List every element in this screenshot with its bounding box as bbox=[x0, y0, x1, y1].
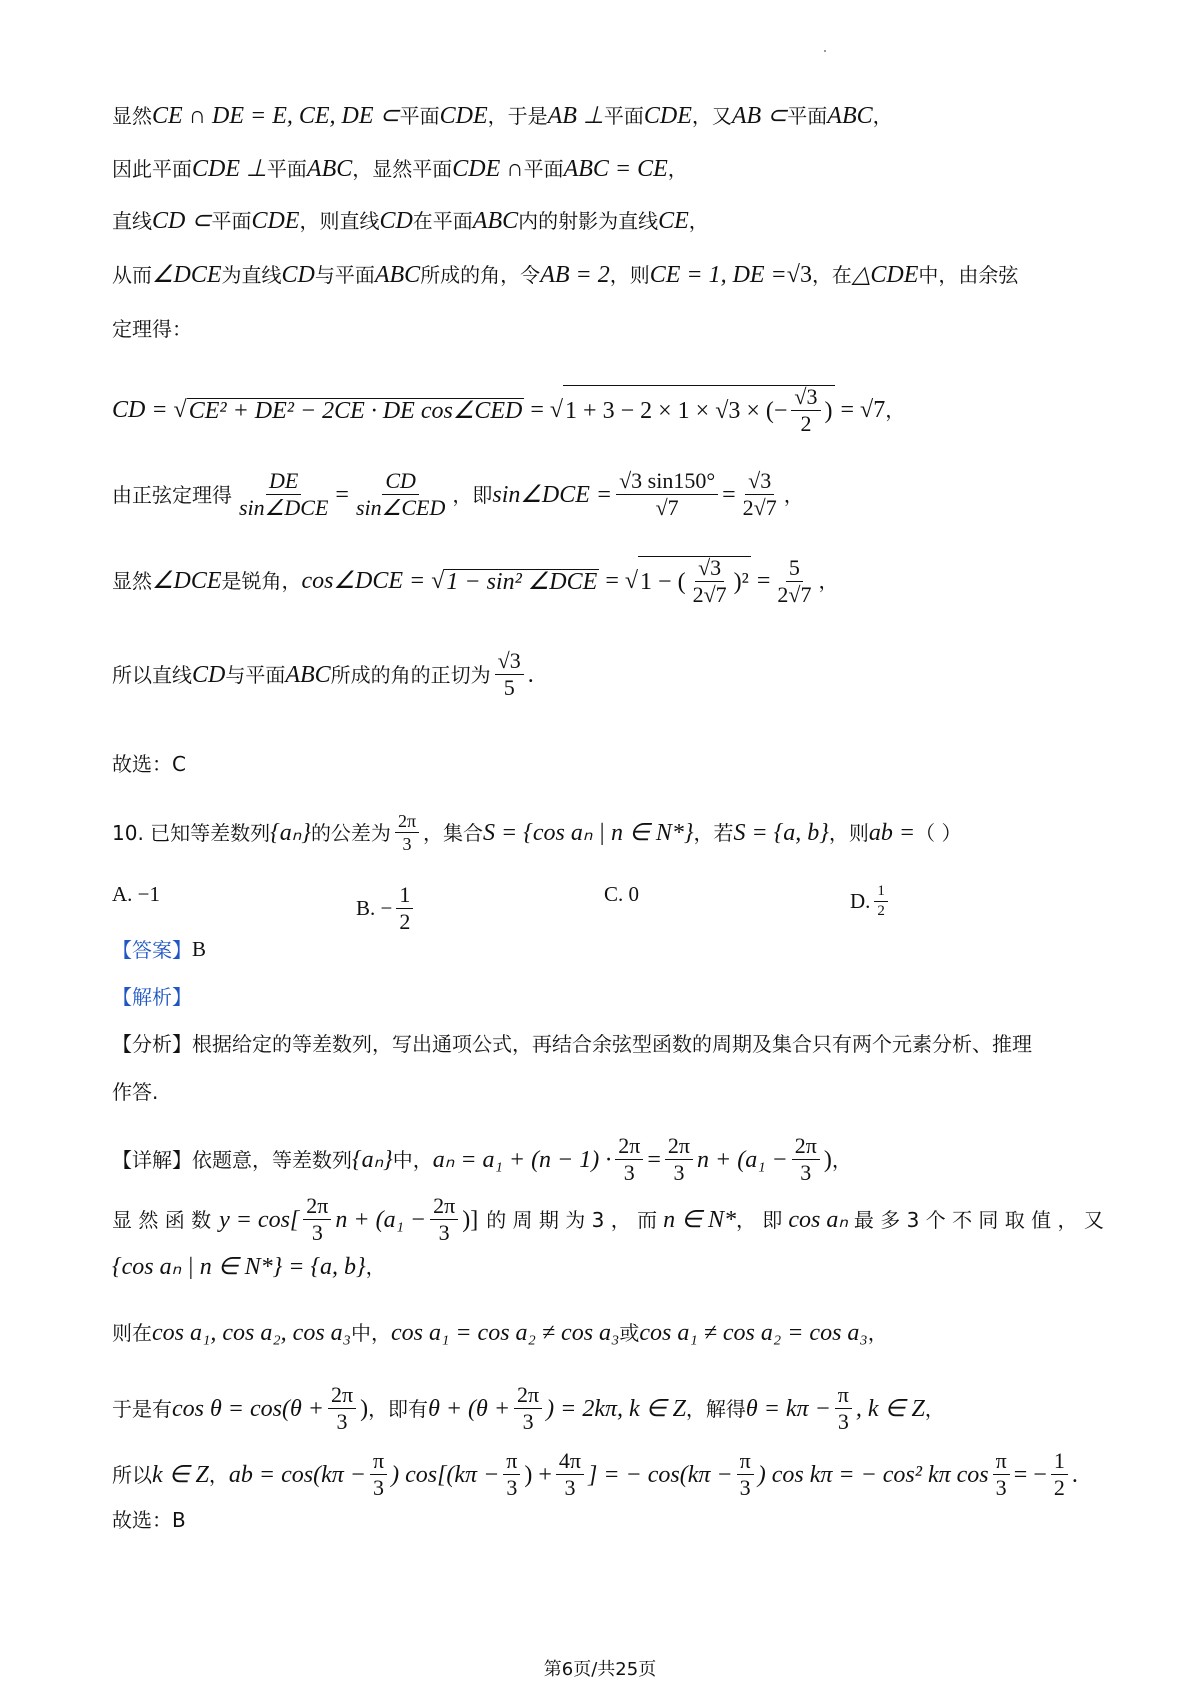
denominator: 3 bbox=[564, 1475, 576, 1500]
math: aₙ = a₁ + (n − 1) · bbox=[432, 1146, 612, 1173]
text: 依题意，等差数列 bbox=[192, 1147, 352, 1172]
fraction bbox=[792, 1135, 820, 1184]
text: ， 即 bbox=[736, 1207, 783, 1232]
math: . bbox=[1071, 1461, 1078, 1488]
text: ， bbox=[867, 1321, 888, 1345]
text: ， bbox=[688, 209, 709, 233]
math: {aₙ} bbox=[352, 1146, 393, 1173]
radicand: 1 − sin² ∠DCE bbox=[446, 568, 598, 595]
text: 所以 bbox=[112, 1462, 152, 1487]
text: 直线 bbox=[112, 209, 152, 233]
numerator: √3 bbox=[745, 470, 774, 495]
numerator: π bbox=[737, 1450, 754, 1475]
text: ，集合 bbox=[423, 820, 484, 845]
numerator: 2π bbox=[328, 1384, 356, 1409]
text-line-3 bbox=[112, 209, 709, 233]
math: △CDE bbox=[851, 262, 919, 288]
math: n ∈ N* bbox=[663, 1206, 736, 1233]
numerator: CD bbox=[382, 470, 419, 495]
math: ABC bbox=[285, 661, 331, 688]
fraction bbox=[835, 1384, 852, 1433]
radicand bbox=[638, 556, 751, 606]
text-line-5 bbox=[112, 319, 192, 339]
text: 平面 bbox=[523, 157, 564, 181]
set-line bbox=[112, 1255, 386, 1279]
math: ABC bbox=[306, 156, 353, 182]
text: ，解得 bbox=[685, 1396, 746, 1421]
math: ∠DCE bbox=[152, 568, 222, 594]
numerator: 1 bbox=[874, 884, 888, 902]
theta-line bbox=[112, 1384, 945, 1433]
fraction bbox=[328, 1384, 356, 1433]
denominator: 3 bbox=[336, 1409, 348, 1434]
text: ，则 bbox=[828, 820, 869, 845]
math: ) = 2kπ, k ∈ Z bbox=[546, 1395, 686, 1422]
denominator: 3 bbox=[623, 1160, 635, 1185]
option-c bbox=[604, 884, 639, 905]
math: = bbox=[722, 481, 736, 508]
math: n + (a₁ − bbox=[697, 1146, 788, 1173]
fraction bbox=[993, 1450, 1010, 1499]
text: 平面 bbox=[603, 104, 644, 128]
math: ABC = CE bbox=[563, 156, 668, 182]
text: 是锐角， bbox=[221, 569, 302, 593]
text: （ ） bbox=[915, 820, 962, 845]
option-b bbox=[356, 884, 417, 933]
period-line bbox=[112, 1195, 1104, 1244]
text-line-4 bbox=[112, 263, 1018, 287]
denominator: sin∠DCE bbox=[239, 495, 329, 520]
numerator: 2π bbox=[792, 1135, 820, 1160]
radicand: CE² + DE² − 2CE · DE cos∠CED bbox=[188, 397, 523, 424]
denominator: 3 bbox=[800, 1160, 812, 1185]
math: n + (a₁ − bbox=[335, 1206, 427, 1233]
text: ， bbox=[831, 1147, 852, 1172]
fenxi-tag: 【分析】 bbox=[112, 1032, 192, 1056]
math: ab = bbox=[868, 819, 916, 846]
text: 或 bbox=[619, 1321, 640, 1345]
math: cos a₁ = cos a₂ ≠ cos a₃ bbox=[391, 1320, 620, 1346]
fraction bbox=[737, 1450, 754, 1499]
numerator: 2π bbox=[303, 1195, 331, 1220]
radicand bbox=[563, 385, 834, 435]
question-10 bbox=[112, 812, 961, 853]
denominator: 5 bbox=[503, 675, 515, 700]
math: y = cos[ bbox=[219, 1206, 300, 1233]
numerator: 2π bbox=[514, 1384, 542, 1409]
math: = √ bbox=[605, 568, 639, 594]
denominator: 2 bbox=[1053, 1475, 1065, 1500]
numerator: π bbox=[370, 1450, 387, 1475]
denominator: 3 bbox=[373, 1475, 385, 1500]
math: ) bbox=[823, 1146, 832, 1173]
math: cos∠DCE = √ bbox=[301, 568, 445, 594]
math: ABC bbox=[472, 208, 519, 234]
math: CE bbox=[658, 208, 689, 234]
text: 因此平面 bbox=[112, 157, 192, 181]
text: ， bbox=[365, 1255, 386, 1279]
text: ，于是 bbox=[487, 104, 548, 128]
math: {aₙ} bbox=[270, 819, 311, 846]
numerator: π bbox=[835, 1384, 852, 1409]
text: 显 然 函 数 bbox=[112, 1207, 212, 1232]
text: ， bbox=[208, 1462, 229, 1487]
math: ABC bbox=[374, 262, 421, 288]
text: 定理得： bbox=[112, 317, 192, 341]
math: 1 + 3 − 2 × 1 × √3 × (− bbox=[565, 397, 788, 424]
scan-dot bbox=[824, 50, 826, 52]
denominator: 2 bbox=[399, 909, 411, 934]
text: 的 周 期 为 3 ， 而 bbox=[486, 1207, 658, 1232]
text: 与平面 bbox=[225, 662, 286, 687]
math: CD bbox=[192, 661, 226, 688]
option-text: A. −1 bbox=[112, 882, 161, 906]
fraction bbox=[303, 1195, 331, 1244]
fraction bbox=[556, 1450, 584, 1499]
math: ) bbox=[360, 1395, 369, 1422]
text: 于是有 bbox=[112, 1396, 172, 1421]
text: ， bbox=[783, 482, 804, 507]
fraction bbox=[616, 470, 718, 519]
denominator: sin∠CED bbox=[355, 495, 446, 520]
fraction bbox=[791, 386, 820, 435]
denominator: 3 bbox=[739, 1475, 751, 1500]
text: ，又 bbox=[691, 104, 732, 128]
math: 1 − ( bbox=[640, 568, 686, 595]
text: 在平面 bbox=[412, 209, 473, 233]
fraction bbox=[774, 554, 814, 607]
text: 最 多 3 个 不 同 取 值 ， 又 bbox=[853, 1207, 1104, 1232]
math: CDE bbox=[643, 103, 692, 129]
denominator: 3 bbox=[673, 1160, 685, 1185]
denominator: √7 bbox=[655, 495, 679, 520]
math: = bbox=[756, 568, 771, 594]
denominator: 2 bbox=[800, 411, 812, 436]
text: 平面 bbox=[211, 209, 252, 233]
numerator: √3 bbox=[495, 650, 524, 675]
math: ABC bbox=[827, 103, 873, 129]
math: CE = 1, DE = bbox=[649, 262, 787, 288]
math: CDE ⊥ bbox=[192, 156, 267, 182]
analysis-tag: 【解析】 bbox=[112, 985, 192, 1009]
math: )] bbox=[462, 1206, 479, 1233]
numerator: 2π bbox=[665, 1135, 693, 1160]
denominator: 2√7 bbox=[742, 495, 777, 520]
cases-line bbox=[112, 1321, 888, 1345]
formula-cos bbox=[112, 556, 838, 606]
math: CD bbox=[281, 262, 315, 288]
text: 故选：B bbox=[112, 1508, 186, 1532]
text: 中， bbox=[392, 1147, 433, 1172]
text-line-10 bbox=[112, 754, 186, 774]
math: AB = 2 bbox=[540, 262, 610, 288]
formula-cd bbox=[112, 385, 905, 435]
text: ，在 bbox=[811, 263, 852, 287]
fraction bbox=[395, 812, 419, 853]
math: cos a₁, cos a₂, cos a₃ bbox=[152, 1320, 352, 1346]
denominator: 3 bbox=[506, 1475, 518, 1500]
math: AB ⊥ bbox=[547, 103, 604, 129]
denominator: 3 bbox=[995, 1475, 1007, 1500]
option-d bbox=[850, 884, 892, 919]
math: = √ bbox=[530, 397, 564, 423]
denominator: 2 bbox=[877, 903, 885, 919]
numerator: √3 sin150° bbox=[616, 470, 718, 495]
math: ) bbox=[824, 397, 833, 424]
text: 与平面 bbox=[314, 263, 375, 287]
text: 平面 bbox=[399, 104, 440, 128]
fraction bbox=[236, 470, 331, 519]
numerator: 2π bbox=[615, 1135, 643, 1160]
ab-line bbox=[112, 1450, 1078, 1499]
math: = bbox=[335, 481, 349, 508]
text-line-1 bbox=[112, 104, 893, 128]
math: CD = √ bbox=[112, 397, 187, 423]
text: 10. 已知等差数列 bbox=[112, 820, 271, 845]
fraction bbox=[430, 1195, 458, 1244]
fraction bbox=[370, 1450, 387, 1499]
math: , k ∈ Z bbox=[855, 1395, 925, 1422]
text: ， bbox=[924, 1396, 945, 1421]
numerator: 1 bbox=[396, 884, 413, 909]
text: ，若 bbox=[693, 820, 734, 845]
text: 作答. bbox=[112, 1080, 159, 1104]
formula-sine-law bbox=[112, 470, 804, 519]
denominator: 3 bbox=[402, 834, 412, 854]
text: 所以直线 bbox=[112, 662, 192, 687]
analysis-heading bbox=[112, 987, 192, 1007]
numerator: 2π bbox=[395, 812, 419, 833]
math: ∠DCE bbox=[152, 262, 222, 288]
fraction bbox=[690, 557, 730, 606]
math: ) cos[(kπ − bbox=[391, 1461, 500, 1488]
text-line-2 bbox=[112, 157, 688, 181]
text: 则在 bbox=[112, 1321, 152, 1345]
option-label: D. bbox=[850, 889, 871, 913]
denominator: 3 bbox=[522, 1409, 534, 1434]
text: 中，由余弦 bbox=[918, 263, 1019, 287]
math: k ∈ Z bbox=[152, 1461, 209, 1488]
text: ，则直线 bbox=[299, 209, 380, 233]
math: sin∠DCE = bbox=[492, 481, 613, 508]
math: θ = kπ − bbox=[745, 1395, 831, 1422]
text: ，即 bbox=[452, 482, 493, 507]
math: )² bbox=[733, 568, 749, 595]
fenxi-line bbox=[112, 1034, 1032, 1054]
text: ， bbox=[818, 569, 839, 593]
math: ) + bbox=[524, 1461, 552, 1488]
xiangjie-tag: 【详解】 bbox=[112, 1147, 192, 1172]
fraction bbox=[353, 470, 448, 519]
denominator: 3 bbox=[837, 1409, 849, 1434]
math: CDE bbox=[439, 103, 488, 129]
text: 内的射影为直线 bbox=[518, 209, 659, 233]
text: 平面 bbox=[266, 157, 307, 181]
text: 从而 bbox=[112, 263, 152, 287]
math: cos aₙ bbox=[788, 1206, 848, 1233]
math: √3 bbox=[786, 262, 812, 288]
math: ) cos kπ = − cos² kπ cos bbox=[757, 1461, 989, 1488]
text: ，则 bbox=[609, 263, 650, 287]
math: cos a₁ ≠ cos a₂ = cos a₃ bbox=[639, 1320, 868, 1346]
math: ] = − cos(kπ − bbox=[588, 1461, 733, 1488]
text: ，显然平面 bbox=[352, 157, 453, 181]
numerator: 5 bbox=[786, 557, 803, 582]
math: = √7 bbox=[840, 397, 886, 423]
answer-line bbox=[112, 939, 206, 960]
fraction bbox=[495, 650, 524, 699]
text: 显然 bbox=[112, 104, 152, 128]
text: 平面 bbox=[787, 104, 828, 128]
math: = bbox=[647, 1146, 661, 1173]
numerator: DE bbox=[266, 470, 301, 495]
text: ， bbox=[885, 398, 906, 422]
math: cos θ = cos(θ + bbox=[172, 1395, 324, 1422]
numerator: √3 bbox=[695, 557, 724, 582]
text: 故选：C bbox=[112, 752, 186, 776]
fraction bbox=[514, 1384, 542, 1433]
text: 为直线 bbox=[221, 263, 282, 287]
fraction bbox=[396, 884, 413, 933]
text: 所成的角，令 bbox=[420, 263, 541, 287]
final-answer-line bbox=[112, 1510, 186, 1530]
math: . bbox=[527, 661, 534, 688]
denominator: 2√7 bbox=[692, 582, 727, 607]
text: ， bbox=[872, 104, 893, 128]
math: = − bbox=[1013, 1461, 1047, 1488]
option-a bbox=[112, 884, 160, 905]
xiangjie-line bbox=[112, 1135, 852, 1184]
fraction bbox=[1051, 1450, 1068, 1499]
math: {cos aₙ | n ∈ N*} = {a, b} bbox=[112, 1254, 366, 1280]
math: CD bbox=[379, 208, 413, 234]
text: 由正弦定理得 bbox=[112, 482, 232, 507]
text-line-9 bbox=[112, 650, 534, 699]
fraction bbox=[615, 1135, 643, 1184]
fraction bbox=[503, 1450, 520, 1499]
math: AB ⊂ bbox=[731, 103, 788, 129]
numerator: 4π bbox=[556, 1450, 584, 1475]
option-text: C. 0 bbox=[604, 882, 640, 906]
option-label: B. − bbox=[356, 896, 393, 920]
text: 中， bbox=[351, 1321, 392, 1345]
math: θ + (θ + bbox=[428, 1395, 511, 1422]
text: ， bbox=[667, 157, 688, 181]
math: S = {cos aₙ | n ∈ N*} bbox=[483, 819, 694, 846]
denominator: 3 bbox=[311, 1220, 323, 1245]
fenxi-line-2 bbox=[112, 1082, 158, 1102]
math: CDE ∩ bbox=[452, 156, 524, 182]
page-footer: 第6页/共25页 bbox=[543, 1659, 657, 1680]
answer-tag: 【答案】 bbox=[112, 937, 192, 962]
numerator: π bbox=[993, 1450, 1010, 1475]
numerator: 1 bbox=[1051, 1450, 1068, 1475]
text: 的公差为 bbox=[310, 820, 391, 845]
math: CD ⊂ bbox=[152, 208, 212, 234]
numerator: √3 bbox=[791, 386, 820, 411]
fraction bbox=[740, 470, 780, 519]
math: CDE bbox=[251, 208, 300, 234]
denominator: 3 bbox=[438, 1220, 450, 1245]
math: CE ∩ DE = E, CE, DE ⊂ bbox=[152, 103, 400, 129]
fraction bbox=[665, 1135, 693, 1184]
numerator: π bbox=[503, 1450, 520, 1475]
text: ，即有 bbox=[368, 1396, 429, 1421]
text: 显然 bbox=[112, 569, 152, 593]
math: ab = cos(kπ − bbox=[228, 1461, 366, 1488]
text: 根据给定的等差数列，写出通项公式，再结合余弦型函数的周期及集合只有两个元素分析、推理 bbox=[192, 1032, 1032, 1056]
fraction bbox=[874, 884, 888, 919]
math: S = {a, b} bbox=[733, 819, 829, 846]
denominator: 2√7 bbox=[777, 581, 812, 607]
text: 所成的角的正切为 bbox=[330, 662, 491, 687]
numerator: 2π bbox=[430, 1195, 458, 1220]
answer-value: B bbox=[192, 937, 207, 961]
